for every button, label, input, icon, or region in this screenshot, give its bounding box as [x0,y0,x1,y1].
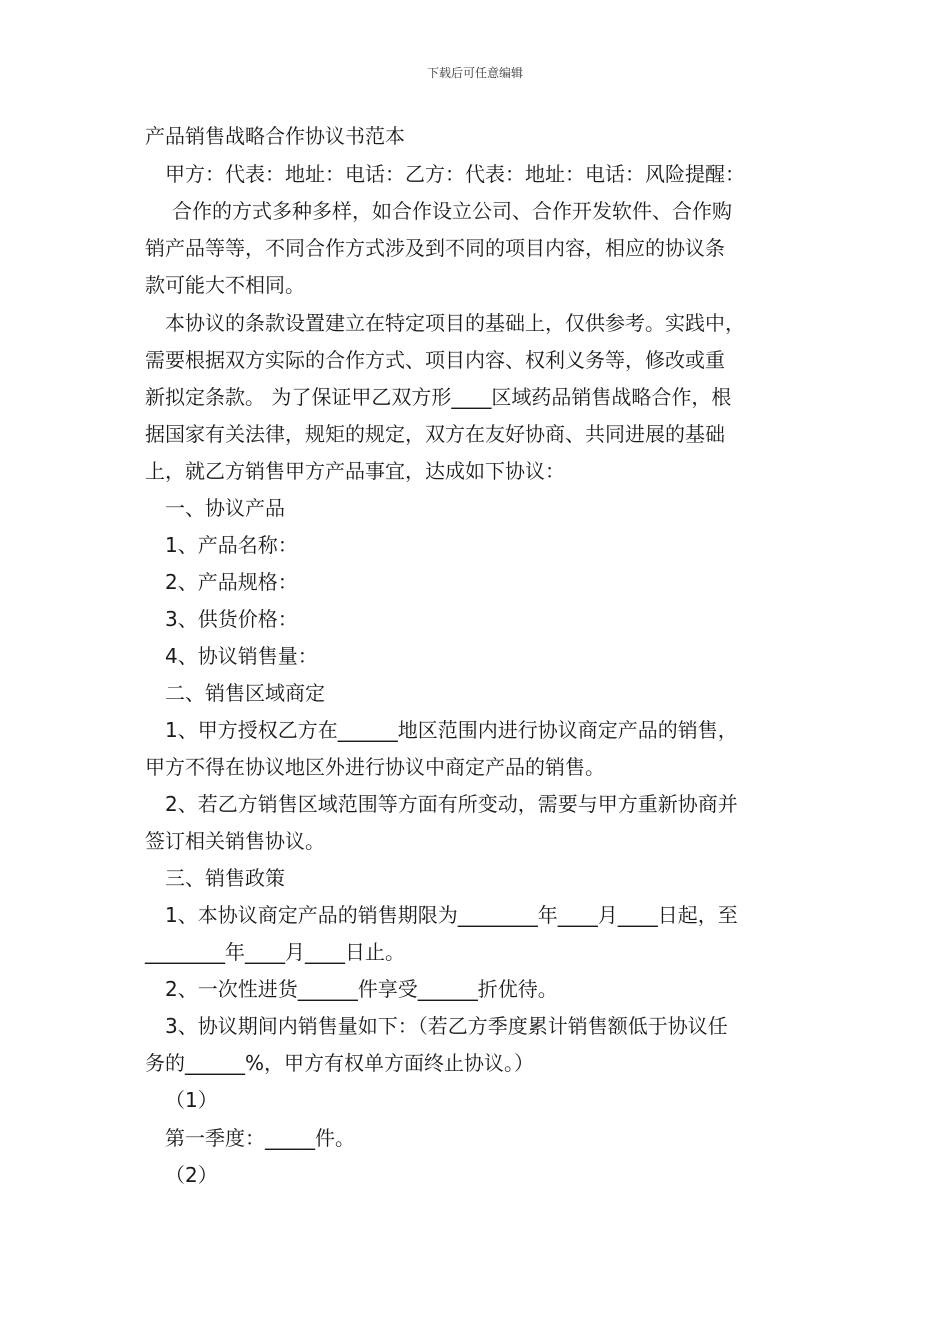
list-item: 第一季度：_____件。 [165,1126,355,1150]
list-item: （1） [165,1088,218,1112]
paragraph-line: 甲方不得在协议地区外进行协议中商定产品的销售。 [145,755,605,779]
list-item: 3、协议期间内销售量如下：（若乙方季度累计销售额低于协议任 [165,1014,728,1038]
paragraph-line: 本协议的条款设置建立在特定项目的基础上，仅供参考。实践中， [165,311,745,335]
list-item: 2、若乙方销售区域范围等方面有所变动，需要与甲方重新协商并 [165,792,738,816]
parties-line: 甲方：代表：地址：电话：乙方：代表：地址：电话：风险提醒： [165,162,745,186]
header-note: 下载后可任意编辑 [426,66,523,80]
list-item: 4、协议销售量： [165,644,318,668]
list-item: 1、甲方授权乙方在______地区范围内进行协议商定产品的销售， [165,718,738,742]
paragraph-line: 新拟定条款。 为了保证甲乙双方形____区域药品销售战略合作，根 [145,385,732,409]
section-heading: 三、销售政策 [165,866,285,890]
paragraph-line: 上，就乙方销售甲方产品事宜，达成如下协议： [145,459,565,483]
paragraph-line: 销产品等等，不同合作方式涉及到不同的项目内容，相应的协议条 [145,236,725,260]
paragraph-line: 需要根据双方实际的合作方式、项目内容、权利义务等，修改或重 [145,348,725,372]
list-item: （2） [165,1163,218,1187]
section-heading: 二、销售区域商定 [165,681,325,705]
document-title: 产品销售战略合作协议书范本 [145,124,405,148]
paragraph-line: 款可能大不相同。 [145,273,305,297]
paragraph-line: 务的______%，甲方有权单方面终止协议。） [145,1051,535,1075]
paragraph-line: 合作的方式多种多样，如合作设立公司、合作开发软件、合作购 [172,199,732,223]
list-item: 2、一次性进货______件享受______折优待。 [165,977,558,1001]
section-heading: 一、协议产品 [165,496,285,520]
paragraph-line: 签订相关销售协议。 [145,829,325,853]
list-item: 1、产品名称： [165,533,298,557]
paragraph-line: 据国家有关法律，规矩的规定，双方在友好协商、共同进展的基础 [145,422,725,446]
paragraph-line: ________年____月____日止。 [145,940,405,964]
list-item: 2、产品规格： [165,570,298,594]
list-item: 3、供货价格： [165,607,298,631]
list-item: 1、本协议商定产品的销售期限为________年____月____日起，至 [165,903,738,927]
